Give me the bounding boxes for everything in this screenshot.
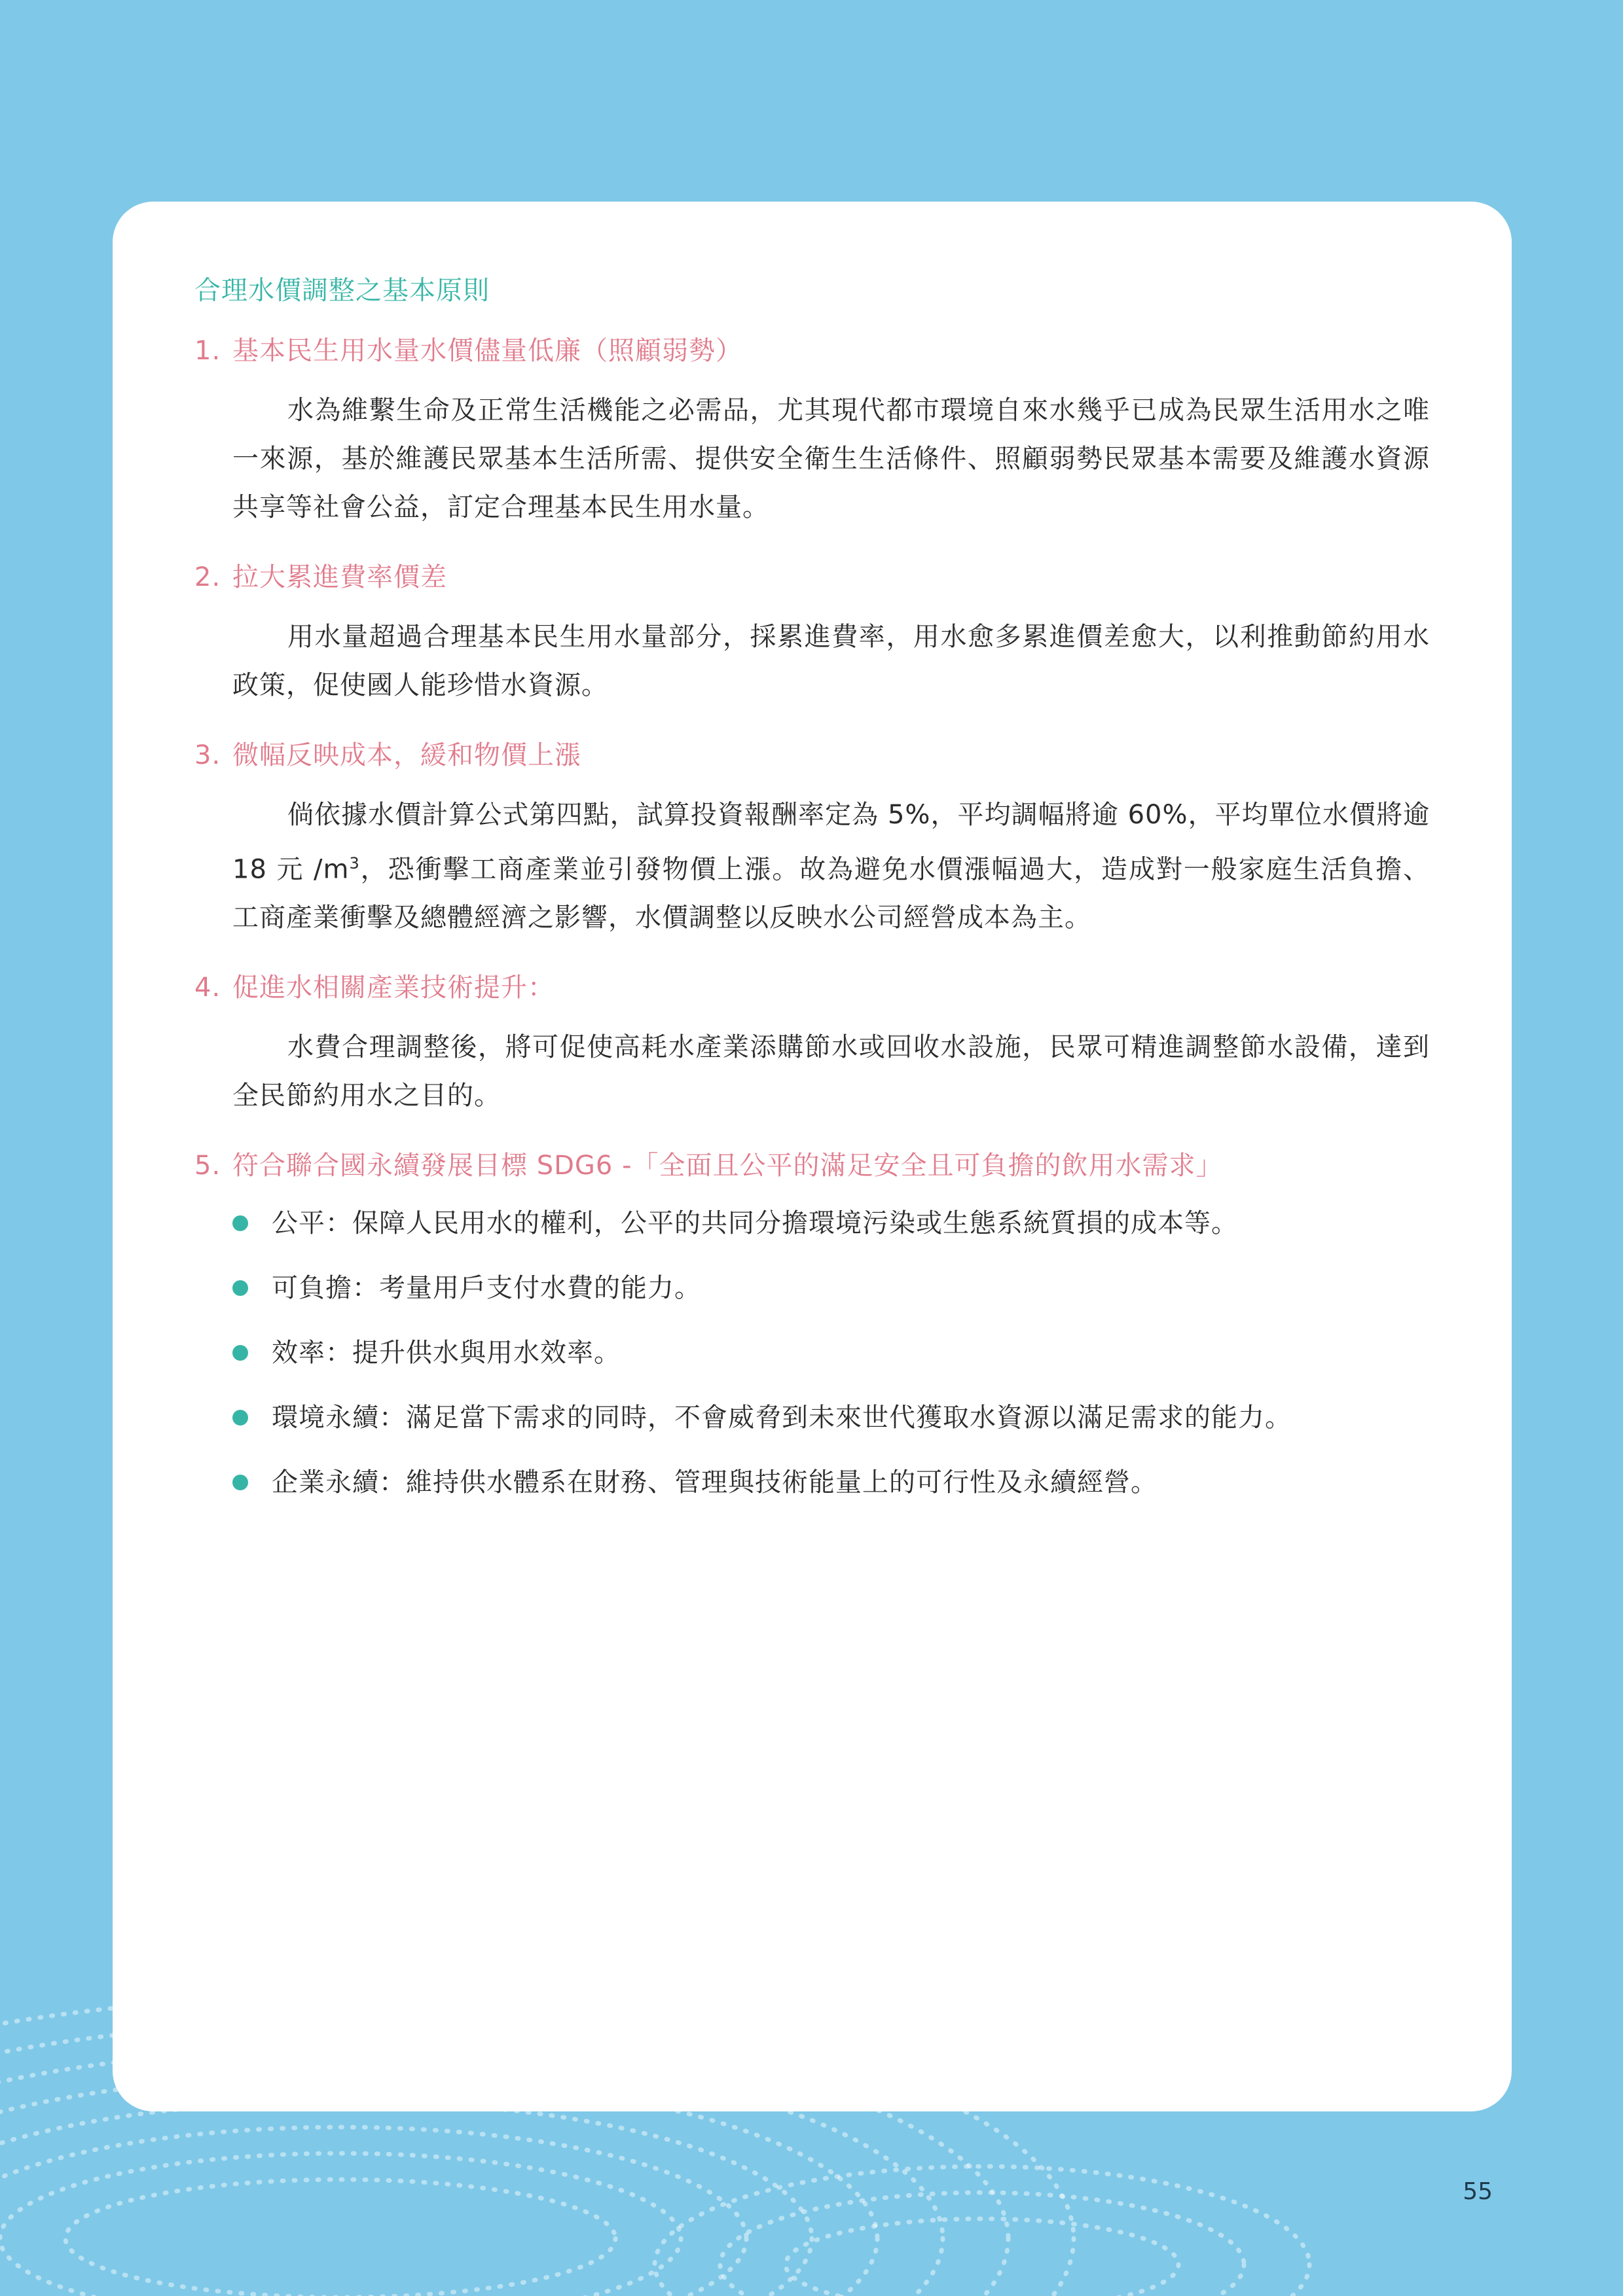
bullet-dot-icon: [232, 1280, 248, 1296]
bullet-dot-icon: [232, 1475, 248, 1490]
principle-title-1: 基本民生用水量水價儘量低廉（照顧弱勢）: [232, 336, 742, 366]
principle-title-4: 促進水相關產業技術提升：: [232, 973, 555, 1003]
principle-item-5: [194, 1149, 1430, 1499]
bullet-dot-icon: [232, 1410, 248, 1426]
bullet-dot-icon: [232, 1345, 248, 1361]
principle-heading-3: [194, 738, 1430, 772]
principle-item-3: [194, 738, 1430, 942]
principle-number-1: 1.: [194, 336, 221, 366]
principle-body-2: 用水量超過合理基本民生用水量部分，採累進費率，用水愈多累進價差愈大，以利推動節約用水政策，促使國人能珍惜水資源。: [232, 622, 1430, 700]
principle-body-3-part-1: 倘依據水價計算公式第四點，試算投資報酬率定為 5%，平均調幅將逾 60%，平均單位水價將逾 18 元 /m: [232, 800, 1430, 885]
principle-body-1: 水為維繫生命及正常生活機能之必需品，尤其現代都市環境自來水幾乎已成為民眾生活用水之唯一來源，基於維護民眾基本生活所需、提供安全衛生生活條件、照顧弱勢民眾基本需要及維護水資源共享等社會公益，訂定合理基本民生用水量。: [232, 395, 1430, 522]
principle-heading-1: [194, 334, 1430, 368]
principle-number-2: 2.: [194, 562, 221, 592]
bullet-item-affordability: [232, 1271, 1430, 1305]
principle-item-2: [194, 560, 1430, 709]
principle-body-3: [232, 791, 1430, 942]
bullet-text: 環境永續：滿足當下需求的同時，不會威脅到未來世代獲取水資源以滿足需求的能力。: [272, 1403, 1292, 1433]
principle-title-2: 拉大累進費率價差: [232, 562, 447, 592]
principle-number-4: 4.: [194, 973, 221, 1003]
bullet-text: 企業永續：維持供水體系在財務、管理與技術能量上的可行性及永續經營。: [272, 1467, 1158, 1498]
bullet-item-enterprise: [232, 1465, 1430, 1499]
bullet-text: 公平：保障人民用水的權利，公平的共同分擔環境污染或生態系統質損的成本等。: [272, 1208, 1238, 1239]
principle-heading-5: [194, 1149, 1430, 1183]
page-number: 55: [1463, 2178, 1493, 2205]
bullet-text: 可負擔：考量用戶支付水費的能力。: [272, 1273, 701, 1304]
bullet-item-fairness: [232, 1206, 1430, 1240]
principle-number-5: 5.: [194, 1151, 221, 1181]
principle-heading-2: [194, 560, 1430, 594]
principle-title-3: 微幅反映成本，緩和物價上漲: [232, 740, 581, 770]
principle-title-5: 符合聯合國永續發展目標 SDG6 -「全面且公平的滿足安全且可負擔的飲用水需求」: [232, 1151, 1223, 1181]
principle-heading-4: [194, 971, 1430, 1005]
principle-number-3: 3.: [194, 740, 221, 770]
principle-body-3-part-2: ，恐衝擊工商產業並引發物價上漲。故為避免水價漲幅過大，造成對一般家庭生活負擔、工商產業衝擊及總體經濟之影響，水價調整以反映水公司經營成本為主。: [232, 854, 1430, 933]
principle-item-1: [194, 334, 1430, 531]
principle-body-4: 水費合理調整後，將可促使高耗水產業添購節水或回收水設施，民眾可精進調整節水設備，達到全民節約用水之目的。: [232, 1032, 1430, 1111]
bullet-item-environment: [232, 1401, 1430, 1435]
bullet-text: 效率：提升供水與用水效率。: [272, 1338, 621, 1369]
section-title: 合理水價調整之基本原則: [194, 276, 490, 306]
principle-item-4: [194, 971, 1430, 1120]
content-card: [113, 202, 1512, 2111]
bullet-item-efficiency: [232, 1336, 1430, 1370]
cubic-superscript: 3: [349, 854, 360, 872]
sdg6-bullet-list: [194, 1206, 1430, 1499]
bullet-dot-icon: [232, 1215, 248, 1231]
